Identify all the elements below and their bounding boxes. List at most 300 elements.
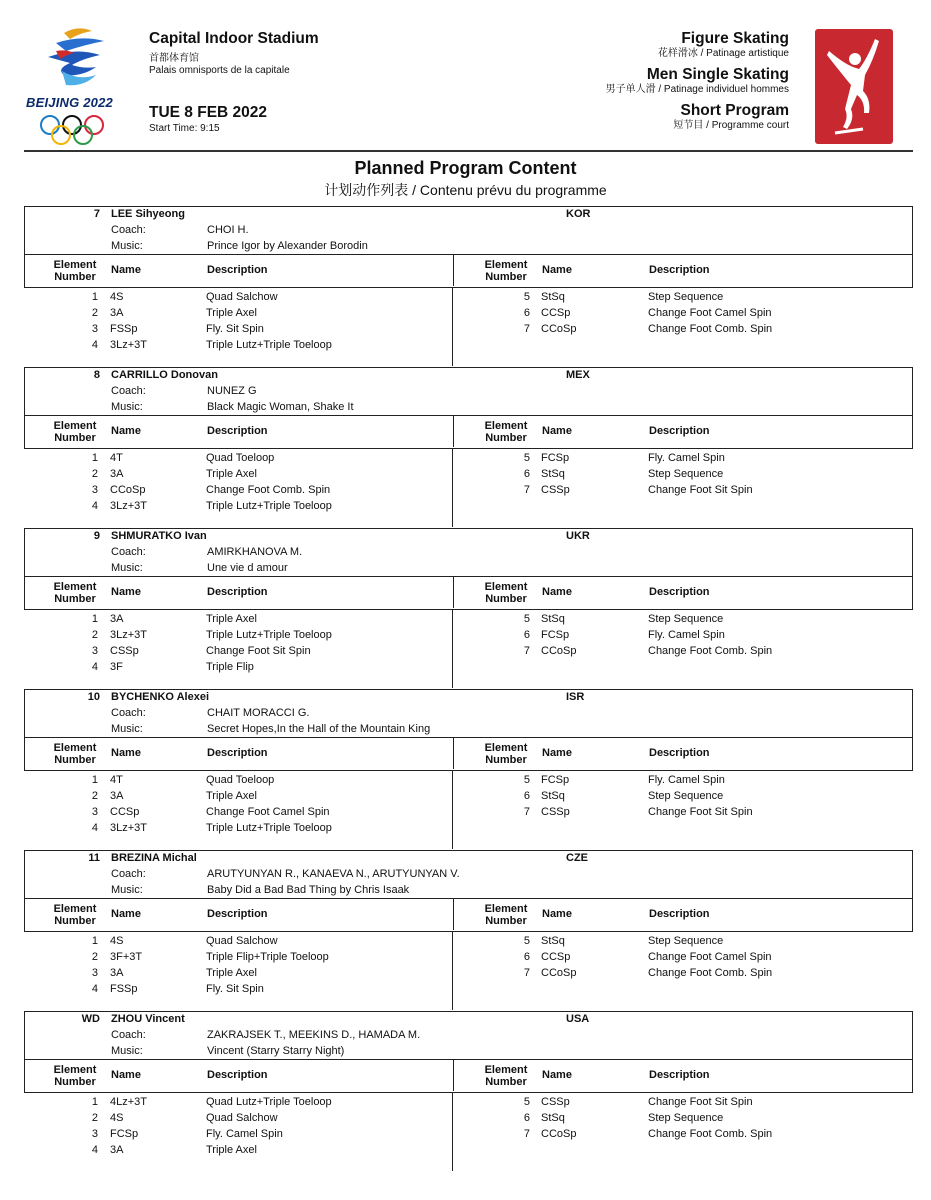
element-number: 1 [91,452,98,464]
start-number: 8 [93,369,100,381]
music-label: Music: [111,884,143,896]
element-description: Triple Lutz+Triple Toeloop [206,339,332,351]
element-row [24,950,913,966]
element-number-header [476,1064,536,1088]
element-number: 6 [523,629,530,641]
element-code: CCoSp [110,484,146,496]
element-number: 7 [523,806,530,818]
element-row [24,1111,913,1127]
element-row [24,789,913,805]
header-divider [24,150,913,152]
athlete-block [24,1011,913,1173]
athlete-name: CARRILLO Donovan [111,369,218,381]
element-code: StSq [541,1112,565,1124]
element-header-line1: Element [53,581,97,593]
venue-name-fr: Palais omnisports de la capitale [149,65,290,76]
element-description: Change Foot Comb. Spin [648,645,773,657]
description-header: Description [207,586,268,598]
element-code: StSq [541,613,565,625]
element-code: FCSp [541,774,570,786]
element-number: 6 [523,468,530,480]
element-number: 7 [523,645,530,657]
element-code: 3A [110,1144,124,1156]
element-description: Step Sequence [648,291,724,303]
element-number-header [476,903,536,927]
element-number: 3 [91,967,98,979]
event-date: TUE 8 FEB 2022 [149,104,268,121]
athlete-block [24,367,913,529]
element-description: Step Sequence [648,613,724,625]
element-header-line2: Number [54,1076,96,1088]
column-divider [453,1060,454,1091]
element-code: 3Lz+3T [110,500,147,512]
element-number: 2 [91,468,98,480]
element-number: 5 [523,452,530,464]
element-number: 2 [91,951,98,963]
description-header: Description [649,586,710,598]
start-number: 9 [93,530,100,542]
element-number: 5 [523,291,530,303]
athlete-info [24,850,913,899]
athlete-info [24,689,913,738]
element-table-header [24,1060,913,1093]
element-description: Change Foot Sit Spin [648,484,753,496]
element-header-line1: Element [484,903,528,915]
element-number: 1 [91,613,98,625]
document-title [0,158,931,200]
coach-label: Coach: [111,546,146,558]
element-number-header [45,903,105,927]
element-number-header [45,581,105,605]
name-header: Name [542,586,572,598]
element-header-line1: Element [484,259,528,271]
element-code: CCSp [110,806,140,818]
element-header-line2: Number [485,754,527,766]
date-block [149,104,267,134]
element-table-header [24,738,913,771]
athlete-info [24,206,913,255]
element-number: 2 [91,629,98,641]
noc-code: CZE [566,852,588,864]
element-number-header [476,581,536,605]
element-number: 1 [91,774,98,786]
music-value: Secret Hopes,In the Hall of the Mountain King [207,723,431,735]
element-code: CCoSp [541,1128,577,1140]
element-row [24,483,913,499]
element-header-line2: Number [54,271,96,283]
name-header: Name [542,747,572,759]
element-header-line2: Number [54,593,96,605]
element-code: FCSp [541,452,570,464]
element-table-header [24,255,913,288]
element-row [24,934,913,950]
element-header-line1: Element [484,581,528,593]
skater-icon [815,29,893,144]
element-number-header [45,742,105,766]
athlete-name: ZHOU Vincent [111,1013,185,1025]
element-header-line1: Element [53,420,97,432]
element-code: CSSp [541,484,570,496]
element-description: Step Sequence [648,1112,724,1124]
element-number: 3 [91,645,98,657]
coach-value: ARUTYUNYAN R., KANAEVA N., ARUTYUNYAN V. [207,868,460,880]
element-number: 5 [523,1096,530,1108]
music-label: Music: [111,723,143,735]
venue-name: Capital Indoor Stadium [149,30,319,47]
element-description: Change Foot Comb. Spin [648,967,773,979]
element-number: 4 [91,1144,98,1156]
element-header-line1: Element [53,903,97,915]
element-rows [24,771,913,851]
element-code: 3Lz+3T [110,629,147,641]
element-description: Step Sequence [648,935,724,947]
element-code: StSq [541,790,565,802]
athlete-name: BREZINA Michal [111,852,197,864]
music-value: Baby Did a Bad Bad Thing by Chris Isaak [207,884,410,896]
element-number: 7 [523,1128,530,1140]
element-row [24,982,913,998]
description-header: Description [649,264,710,276]
element-description: Fly. Camel Spin [648,629,725,641]
element-number-header [45,259,105,283]
element-number: 2 [91,307,98,319]
element-description: Change Foot Comb. Spin [648,1128,773,1140]
athlete-block [24,528,913,690]
element-row [24,966,913,982]
athlete-block [24,689,913,851]
element-number: 5 [523,613,530,625]
element-number-header [476,742,536,766]
element-header-line1: Element [53,1064,97,1076]
music-label: Music: [111,240,143,252]
name-header: Name [111,264,141,276]
element-row [24,773,913,789]
element-description: Triple Lutz+Triple Toeloop [206,629,332,641]
element-row [24,821,913,837]
segment-title: Short Program [680,102,789,119]
column-divider [453,899,454,930]
element-description: Quad Salchow [206,1112,278,1124]
element-code: 4S [110,1112,124,1124]
description-header: Description [207,908,268,920]
venue-block [149,30,319,76]
event-title: Men Single Skating [646,66,789,83]
element-table-header [24,899,913,932]
element-code: 3A [110,613,124,625]
element-code: 4S [110,291,124,303]
element-description: Change Foot Sit Spin [648,1096,753,1108]
coach-value: NUNEZ G [207,385,257,397]
start-number: 7 [93,208,100,220]
element-header-line2: Number [485,271,527,283]
coach-value: CHOI H. [207,224,249,236]
element-description: Triple Axel [206,1144,257,1156]
element-header-line1: Element [484,420,528,432]
description-header: Description [649,1069,710,1081]
sport-title: Figure Skating [681,30,789,47]
element-row [24,644,913,660]
description-header: Description [207,425,268,437]
element-description: Quad Toeloop [206,774,275,786]
element-code: CCSp [541,307,571,319]
column-divider [453,255,454,286]
element-code: CCoSp [541,967,577,979]
description-header: Description [649,425,710,437]
element-number: 4 [91,983,98,995]
figure-skating-pictogram [815,29,893,144]
element-description: Triple Flip [206,661,254,673]
coach-label: Coach: [111,868,146,880]
element-description: Fly. Sit Spin [206,983,264,995]
column-divider [453,577,454,608]
description-header: Description [207,264,268,276]
element-header-line2: Number [54,432,96,444]
element-code: 3A [110,307,124,319]
element-description: Change Foot Camel Spin [648,951,772,963]
page-header [0,0,931,150]
element-description: Fly. Camel Spin [648,452,725,464]
description-header: Description [649,908,710,920]
olympic-rings-icon [26,113,126,147]
element-code: 3F+3T [110,951,143,963]
music-value: Prince Igor by Alexander Borodin [207,240,368,252]
music-label: Music: [111,401,143,413]
element-header-line2: Number [54,754,96,766]
noc-code: UKR [566,530,590,542]
element-description: Change Foot Comb. Spin [648,323,773,335]
element-code: CCoSp [541,645,577,657]
athlete-block [24,206,913,368]
event-subtitle: 男子单人滑 / Patinage individuel hommes [605,84,789,95]
element-description: Change Foot Sit Spin [648,806,753,818]
noc-code: ISR [566,691,585,703]
start-number: 11 [88,852,100,864]
start-time: Start Time: 9:15 [149,123,220,134]
element-row [24,290,913,306]
element-row [24,1143,913,1159]
element-code: 4Lz+3T [110,1096,147,1108]
name-header: Name [542,264,572,276]
element-code: CCoSp [541,323,577,335]
column-divider [453,416,454,447]
element-number: 6 [523,790,530,802]
element-rows [24,449,913,529]
element-number: 4 [91,339,98,351]
name-header: Name [542,908,572,920]
athlete-name: SHMURATKO Ivan [111,530,207,542]
element-description: Triple Flip+Triple Toeloop [206,951,329,963]
element-description: Change Foot Camel Spin [648,307,772,319]
element-description: Quad Toeloop [206,452,275,464]
name-header: Name [542,1069,572,1081]
element-code: FSSp [110,323,138,335]
coach-label: Coach: [111,707,146,719]
title-sub: 计划动作列表 / Contenu prévu du programme [324,182,607,198]
element-number: 3 [91,484,98,496]
venue-name-zh: 首都体育馆 [149,53,199,64]
element-rows [24,1093,913,1173]
element-code: 4T [110,774,123,786]
event-block [606,30,789,138]
element-code: CSSp [541,1096,570,1108]
element-number: 6 [523,1112,530,1124]
element-description: Triple Axel [206,790,257,802]
element-number: 4 [91,661,98,673]
element-header-line2: Number [54,915,96,927]
element-description: Quad Lutz+Triple Toeloop [206,1096,332,1108]
element-number: 4 [91,500,98,512]
coach-value: ZAKRAJSEK T., MEEKINS D., HAMADA M. [207,1029,421,1041]
element-code: 3A [110,790,124,802]
element-code: FCSp [110,1128,139,1140]
element-number: 1 [91,935,98,947]
music-value: Une vie d amour [207,562,288,574]
element-row [24,1095,913,1111]
emblem-icon [26,25,126,95]
element-description: Triple Axel [206,468,257,480]
element-row [24,1127,913,1143]
athlete-info [24,528,913,577]
element-rows [24,288,913,368]
coach-label: Coach: [111,224,146,236]
element-description: Quad Salchow [206,291,278,303]
element-header-line2: Number [485,915,527,927]
music-value: Black Magic Woman, Shake It [207,401,354,413]
element-description: Fly. Camel Spin [206,1128,283,1140]
element-code: CSSp [110,645,139,657]
sport-subtitle: 花样滑冰 / Patinage artistique [657,48,789,59]
name-header: Name [111,1069,141,1081]
element-code: StSq [541,468,565,480]
element-number-header [476,420,536,444]
element-number: 1 [91,291,98,303]
element-number: 6 [523,307,530,319]
element-description: Triple Axel [206,613,257,625]
description-header: Description [207,747,268,759]
element-number: 5 [523,774,530,786]
element-row [24,338,913,354]
coach-label: Coach: [111,1029,146,1041]
element-description: Triple Axel [206,307,257,319]
coach-label: Coach: [111,385,146,397]
element-row [24,499,913,515]
element-description: Quad Salchow [206,935,278,947]
element-number: 3 [91,1128,98,1140]
beijing-2022-logo [26,25,126,145]
athlete-name: BYCHENKO Alexei [111,691,210,703]
element-code: CCSp [541,951,571,963]
element-header-line1: Element [484,742,528,754]
noc-code: MEX [566,369,590,381]
element-code: FCSp [541,629,570,641]
element-description: Step Sequence [648,468,724,480]
element-code: FSSp [110,983,138,995]
element-number: 2 [91,1112,98,1124]
element-code: CSSp [541,806,570,818]
element-description: Fly. Camel Spin [648,774,725,786]
element-number-header [476,259,536,283]
element-row [24,612,913,628]
name-header: Name [111,586,141,598]
element-header-line1: Element [53,742,97,754]
start-number: 10 [87,691,100,703]
element-number: 1 [91,1096,98,1108]
element-header-line2: Number [485,1076,527,1088]
element-table-header [24,416,913,449]
element-rows [24,610,913,690]
start-number: WD [81,1013,100,1025]
coach-value: AMIRKHANOVA M. [207,546,303,558]
element-description: Triple Axel [206,967,257,979]
segment-subtitle: 短节目 / Programme court [673,120,789,131]
element-code: 3A [110,468,124,480]
name-header: Name [542,425,572,437]
description-header: Description [207,1069,268,1081]
element-code: StSq [541,291,565,303]
noc-code: USA [566,1013,590,1025]
element-number: 7 [523,484,530,496]
element-description: Change Foot Comb. Spin [206,484,331,496]
element-description: Fly. Sit Spin [206,323,264,335]
column-divider [453,738,454,769]
element-row [24,660,913,676]
music-label: Music: [111,562,143,574]
element-code: 3F [110,661,123,673]
element-number: 7 [523,323,530,335]
athlete-info [24,1011,913,1060]
element-code: 3Lz+3T [110,339,147,351]
element-description: Change Foot Sit Spin [206,645,311,657]
element-description: Step Sequence [648,790,724,802]
title-main: Planned Program Content [354,158,577,178]
element-code: 3A [110,967,124,979]
element-table-header [24,577,913,610]
element-number-header [45,420,105,444]
element-description: Triple Lutz+Triple Toeloop [206,822,332,834]
element-code: 4S [110,935,124,947]
athlete-name: LEE Sihyeong [111,208,185,220]
element-code: 3Lz+3T [110,822,147,834]
element-row [24,451,913,467]
element-header-line2: Number [485,432,527,444]
element-code: StSq [541,935,565,947]
element-number: 2 [91,790,98,802]
element-row [24,322,913,338]
element-row [24,628,913,644]
element-header-line1: Element [484,1064,528,1076]
element-number: 7 [523,967,530,979]
element-number: 6 [523,951,530,963]
element-number: 3 [91,806,98,818]
athlete-block [24,850,913,1012]
element-header-line1: Element [53,259,97,271]
element-number-header [45,1064,105,1088]
name-header: Name [111,425,141,437]
element-row [24,467,913,483]
noc-code: KOR [566,208,591,220]
element-number: 5 [523,935,530,947]
music-label: Music: [111,1045,143,1057]
music-value: Vincent (Starry Starry Night) [207,1045,345,1057]
element-number: 4 [91,822,98,834]
description-header: Description [649,747,710,759]
element-number: 3 [91,323,98,335]
element-description: Triple Lutz+Triple Toeloop [206,500,332,512]
element-rows [24,932,913,1012]
element-row [24,306,913,322]
coach-value: CHAIT MORACCI G. [207,707,310,719]
name-header: Name [111,908,141,920]
